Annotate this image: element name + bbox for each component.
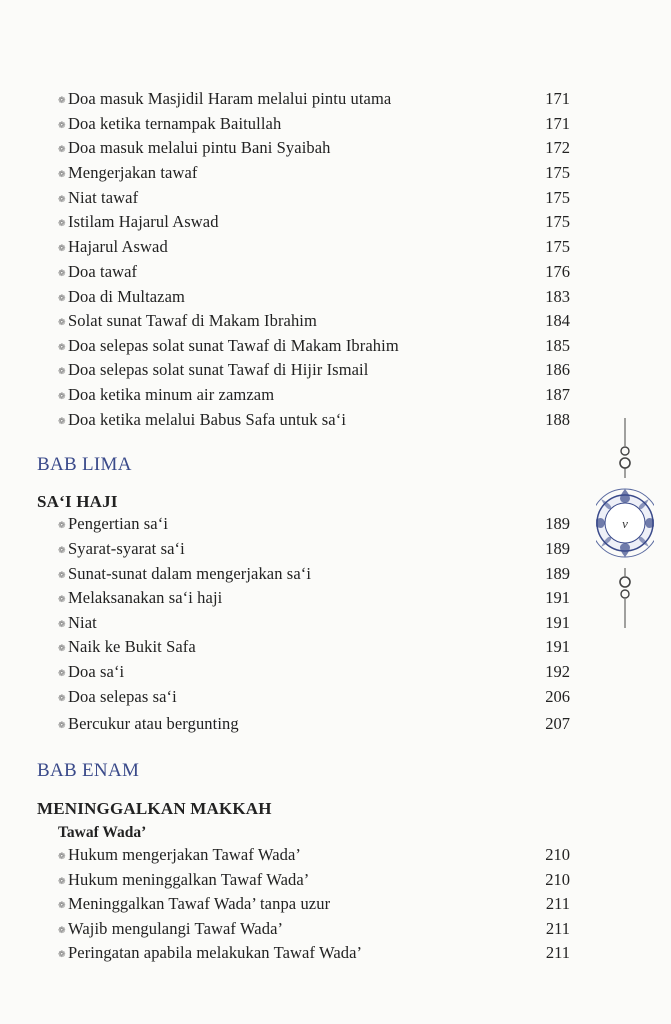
toc-entry[interactable] — [58, 711, 570, 736]
flower-bullet-icon: ❁ — [58, 693, 66, 703]
flower-bullet-icon: ❁ — [58, 95, 66, 105]
toc-entry[interactable] — [58, 916, 570, 941]
flower-bullet-icon: ❁ — [58, 545, 66, 555]
toc-entry[interactable] — [58, 382, 570, 407]
flower-bullet-icon: ❁ — [58, 949, 66, 959]
entry-label: Melaksanakan sa‘i haji — [68, 588, 223, 607]
toc-entry[interactable] — [58, 561, 570, 586]
flower-bullet-icon: ❁ — [58, 643, 66, 653]
entry-label: Doa masuk Masjidil Haram melalui pintu utama — [68, 89, 392, 108]
flower-bullet-icon: ❁ — [58, 925, 66, 935]
toc-entry[interactable] — [58, 511, 570, 536]
entry-label: Doa tawaf — [68, 262, 138, 281]
entry-label: Doa ketika ternampak Baitullah — [68, 114, 282, 133]
toc-entry[interactable] — [58, 536, 570, 561]
entry-label: Pengertian sa‘i — [68, 514, 169, 533]
flower-bullet-icon: ❁ — [58, 218, 66, 228]
flower-bullet-icon: ❁ — [58, 570, 66, 580]
entry-page: 191 — [545, 613, 570, 632]
entry-page: 191 — [545, 588, 570, 607]
flower-bullet-icon: ❁ — [58, 243, 66, 253]
entry-page: 207 — [545, 714, 570, 733]
flower-bullet-icon: ❁ — [58, 900, 66, 910]
flower-bullet-icon: ❁ — [58, 851, 66, 861]
entry-page: 175 — [545, 163, 570, 182]
entry-label: Hukum meninggalkan Tawaf Wada’ — [68, 870, 310, 889]
flower-bullet-icon: ❁ — [58, 720, 66, 730]
flower-bullet-icon: ❁ — [58, 317, 66, 327]
chapter-heading: BAB ENAM — [37, 760, 140, 781]
entry-page: 184 — [545, 311, 570, 330]
entry-label: Meninggalkan Tawaf Wada’ tanpa uzur — [68, 894, 331, 913]
entry-page: 191 — [545, 637, 570, 656]
entry-label: Peringatan apabila melakukan Tawaf Wada’ — [68, 943, 363, 962]
entry-page: 175 — [545, 212, 570, 231]
entry-page: 211 — [545, 943, 570, 962]
toc-entry[interactable] — [58, 357, 570, 382]
toc-entry[interactable] — [58, 308, 570, 333]
entry-label: Istilam Hajarul Aswad — [68, 212, 219, 231]
entry-label: Niat — [68, 613, 97, 632]
entry-page: 206 — [545, 687, 570, 706]
entry-page: 211 — [545, 894, 570, 913]
flower-bullet-icon: ❁ — [58, 520, 66, 530]
chapter-heading: BAB LIMA — [37, 454, 132, 475]
entry-page: 211 — [545, 919, 570, 938]
entry-page: 171 — [545, 89, 570, 108]
flower-bullet-icon: ❁ — [58, 144, 66, 154]
entry-label: Doa di Multazam — [68, 287, 185, 306]
entry-label: Doa selepas solat sunat Tawaf di Makam Ibrahim — [68, 336, 399, 355]
entry-page: 176 — [545, 262, 570, 281]
entry-label: Mengerjakan tawaf — [68, 163, 198, 182]
entry-label: Doa ketika melalui Babus Safa untuk sa‘i — [68, 410, 347, 429]
toc-entry[interactable] — [58, 259, 570, 284]
toc-entry[interactable] — [58, 86, 570, 111]
entry-label: Hukum mengerjakan Tawaf Wada’ — [68, 845, 302, 864]
toc-entry[interactable] — [58, 185, 570, 210]
section-heading: SA‘I HAJI — [37, 492, 118, 511]
toc-entry[interactable] — [58, 234, 570, 259]
entry-label: Bercukur atau bergunting — [68, 714, 239, 733]
entry-page: 175 — [545, 237, 570, 256]
entry-page: 210 — [545, 870, 570, 889]
flower-bullet-icon: ❁ — [58, 668, 66, 678]
flower-bullet-icon: ❁ — [58, 876, 66, 886]
flower-bullet-icon: ❁ — [58, 416, 66, 426]
toc-entry[interactable] — [58, 610, 570, 635]
entry-label: Doa masuk melalui pintu Bani Syaibah — [68, 138, 331, 157]
entry-label: Doa selepas solat sunat Tawaf di Hijir Ismail — [68, 360, 369, 379]
flower-bullet-icon: ❁ — [58, 169, 66, 179]
flower-bullet-icon: ❁ — [58, 391, 66, 401]
toc-entry[interactable] — [58, 867, 570, 892]
toc-entry[interactable] — [58, 160, 570, 185]
entry-page: 189 — [545, 564, 570, 583]
toc-entry[interactable] — [58, 940, 570, 965]
medallion-ornament-icon — [596, 418, 654, 628]
toc-entry[interactable] — [58, 135, 570, 160]
entry-page: 185 — [545, 336, 570, 355]
entry-page: 210 — [545, 845, 570, 864]
entry-page: 192 — [545, 662, 570, 681]
entry-page: 175 — [545, 188, 570, 207]
entry-label: Sunat-sunat dalam mengerjakan sa‘i — [68, 564, 312, 583]
flower-bullet-icon: ❁ — [58, 120, 66, 130]
flower-bullet-icon: ❁ — [58, 594, 66, 604]
entry-label: Naik ke Bukit Safa — [68, 637, 196, 656]
flower-bullet-icon: ❁ — [58, 268, 66, 278]
entry-label: Solat sunat Tawaf di Makam Ibrahim — [68, 311, 317, 330]
entry-label: Doa selepas sa‘i — [68, 687, 177, 706]
toc-entry[interactable] — [58, 585, 570, 610]
entry-label: Doa sa‘i — [68, 662, 125, 681]
toc-entry[interactable] — [58, 333, 570, 358]
entry-label: Wajib mengulangi Tawaf Wada’ — [68, 919, 284, 938]
toc-entry[interactable] — [58, 284, 570, 309]
section-heading: MENINGGALKAN MAKKAH — [37, 799, 272, 818]
entry-page: 189 — [545, 514, 570, 533]
entry-page: 183 — [545, 287, 570, 306]
entry-label: Hajarul Aswad — [68, 237, 168, 256]
flower-bullet-icon: ❁ — [58, 366, 66, 376]
entry-page: 187 — [545, 385, 570, 404]
toc-entry[interactable] — [58, 659, 570, 684]
entry-page: 171 — [545, 114, 570, 133]
toc-entry[interactable] — [58, 209, 570, 234]
flower-bullet-icon: ❁ — [58, 619, 66, 629]
entry-page: 186 — [545, 360, 570, 379]
toc-entry[interactable] — [58, 842, 570, 867]
flower-bullet-icon: ❁ — [58, 342, 66, 352]
page-marker: v — [622, 516, 628, 531]
toc-entry[interactable] — [58, 634, 570, 659]
toc-entry[interactable] — [58, 111, 570, 136]
entry-page: 188 — [545, 410, 570, 429]
toc-entry[interactable] — [58, 407, 570, 432]
entry-page: 172 — [545, 138, 570, 157]
toc-entry[interactable] — [58, 684, 570, 709]
flower-bullet-icon: ❁ — [58, 293, 66, 303]
entry-page: 189 — [545, 539, 570, 558]
entry-label: Syarat-syarat sa‘i — [68, 539, 185, 558]
toc-entry[interactable] — [58, 891, 570, 916]
subsection-heading: Tawaf Wada’ — [58, 824, 147, 841]
entry-label: Doa ketika minum air zamzam — [68, 385, 275, 404]
entry-label: Niat tawaf — [68, 188, 139, 207]
flower-bullet-icon: ❁ — [58, 194, 66, 204]
